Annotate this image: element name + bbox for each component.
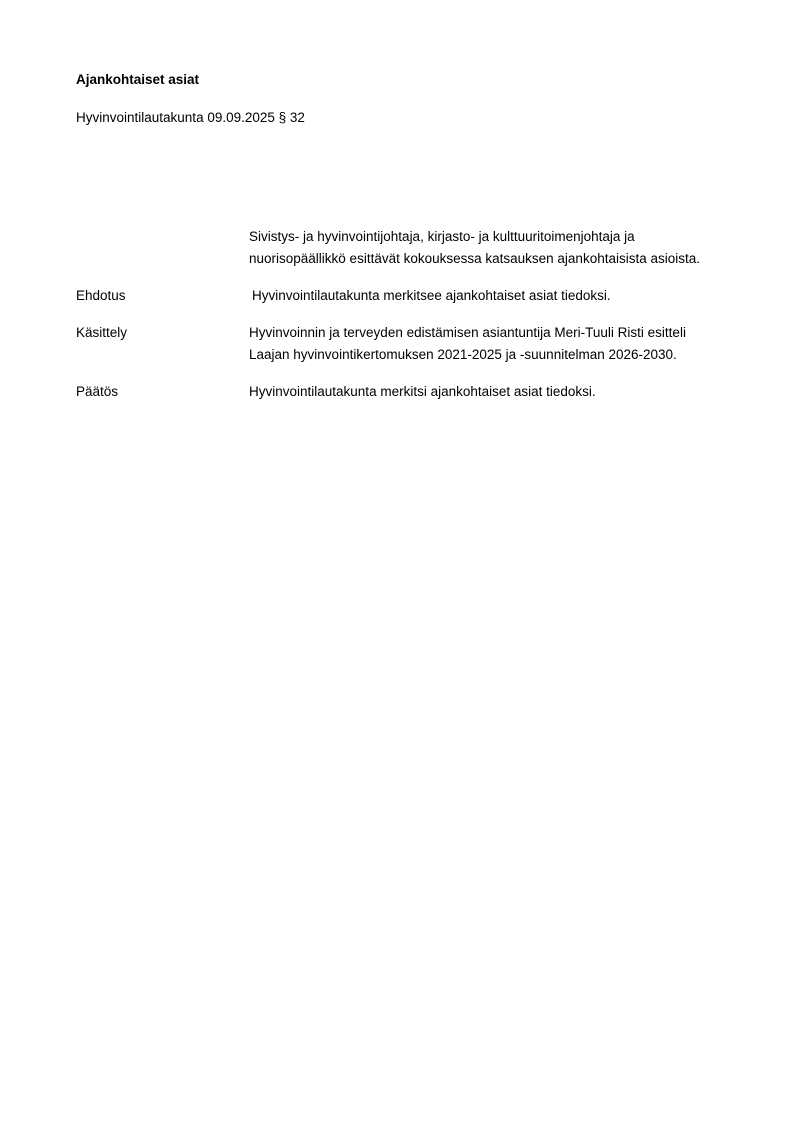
kasittely-line-2: Laajan hyvinvointikertomuksen 2021-2025 ja -suunnitelman 2026-2030. — [249, 347, 677, 362]
section-text-kasittely — [249, 322, 749, 366]
intro-line-2: nuorisopäällikkö esittävät kokouksessa katsauksen ajankohtaisista asioista. — [249, 251, 700, 266]
section-label-ehdotus: Ehdotus — [76, 288, 126, 303]
paatos-line-1: Hyvinvointilautakunta merkitsi ajankohtaiset asiat tiedoksi. — [249, 384, 596, 399]
section-text-ehdotus — [249, 285, 749, 307]
section-text-paatos — [249, 381, 749, 403]
document-title: Ajankohtaiset asiat — [76, 72, 200, 87]
intro-text — [249, 226, 749, 270]
intro-line-1: Sivistys- ja hyvinvointijohtaja, kirjasto- ja kulttuuritoimenjohtaja ja — [249, 229, 635, 244]
section-label-paatos: Päätös — [76, 384, 119, 399]
section-label-kasittely: Käsittely — [76, 325, 128, 340]
kasittely-line-1: Hyvinvoinnin ja terveyden edistämisen asiantuntija Meri-Tuuli Risti esitteli — [249, 325, 686, 340]
ehdotus-line-1: Hyvinvointilautakunta merkitsee ajankohtaiset asiat tiedoksi. — [252, 288, 611, 303]
meeting-reference: Hyvinvointilautakunta 09.09.2025 § 32 — [76, 110, 305, 125]
